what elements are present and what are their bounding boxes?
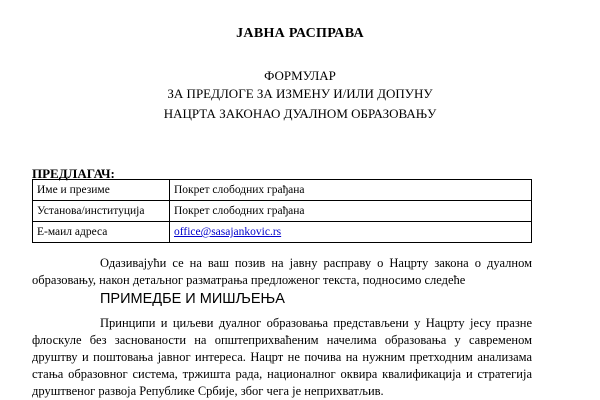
form-title-line-1: ФОРМУЛАР [264, 68, 336, 83]
remarks-paragraph: Принципи и циљеви дуалног образовања представљени у Нацрту јесу празне флоскуле без заснованости на општеприхваћеним начелима образовања у савременом друштву и поштовања јавног интереса. Нацрт не почива на нужним претходним анализама стања образовног система, тржишта рада, националног оквира квалификација и стратегија друштвеног развоја Републике Србије, због чега је неприхватљив. [32, 316, 532, 398]
email-value [170, 222, 532, 243]
institution-value: Покрет слободних грађана [170, 201, 532, 222]
proposer-table [32, 179, 532, 243]
table-row [33, 222, 532, 243]
institution-label: Установа/институција [33, 201, 170, 222]
email-link[interactable]: office@sasajankovic.rs [174, 226, 282, 238]
section-heading: ПРИМЕДБЕ И МИШЉЕЊА [100, 291, 285, 307]
proposer-label: ПРЕДЛАГАЧ: [32, 166, 115, 181]
table-row [33, 201, 532, 222]
name-label: Име и презиме [33, 180, 170, 201]
table-row [33, 180, 532, 201]
name-value: Покрет слободних грађана [170, 180, 532, 201]
email-label: Е-маил адреса [33, 222, 170, 243]
form-title-line-3: НАЦРТА ЗАКОНАО ДУАЛНОМ ОБРАЗОВАЊУ [163, 106, 437, 121]
document-title: ЈАВНА РАСПРАВА [236, 26, 364, 41]
intro-paragraph: Одазивајући се на ваш позив на јавну расправу о Нацрту закона о дуалном образовању, након детаљног разматрања предложеног текста, подносимо следеће [32, 256, 532, 287]
form-title-line-2: ЗА ПРЕДЛОГЕ ЗА ИЗМЕНУ И/ИЛИ ДОПУНУ [167, 86, 433, 101]
